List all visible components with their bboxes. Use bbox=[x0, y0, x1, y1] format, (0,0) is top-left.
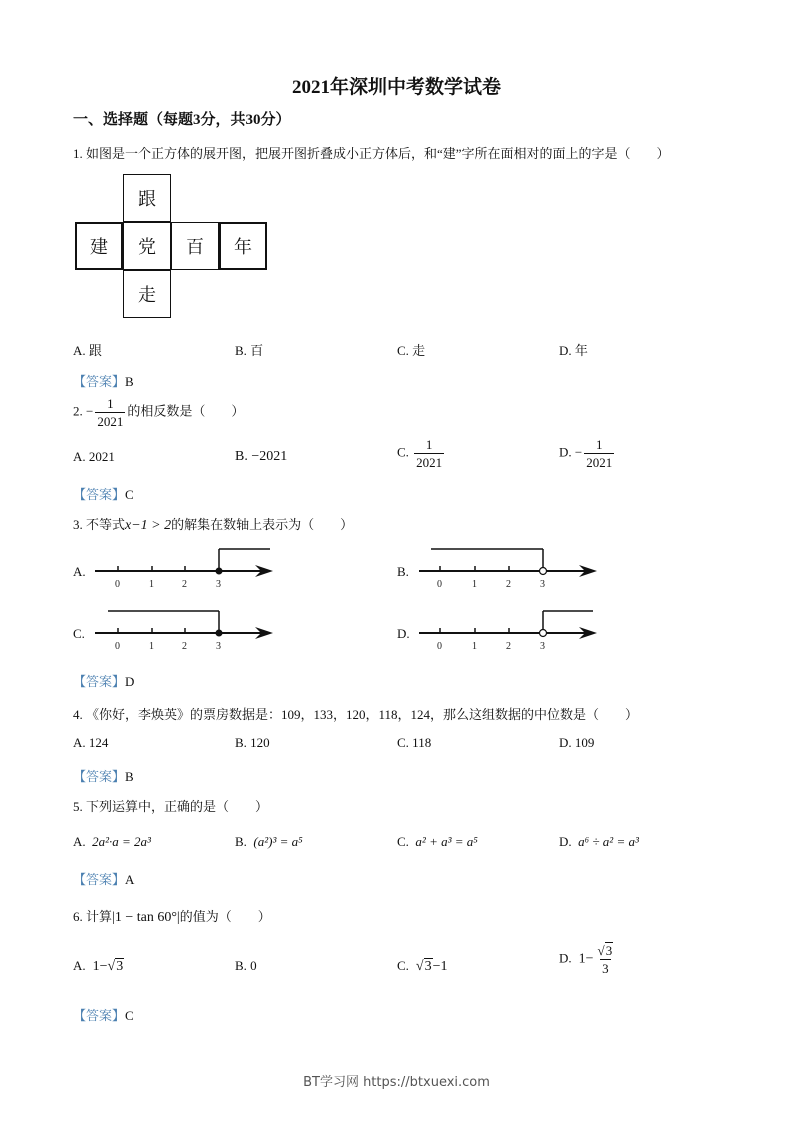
q5-answer: 【答案】A bbox=[73, 872, 135, 887]
q5-option-b: B. (a²)³ = a⁵ bbox=[235, 834, 303, 849]
q5-option-a: A. 2a²·a = 2a³ bbox=[73, 834, 151, 849]
svg-text:0: 0 bbox=[437, 641, 442, 652]
number-line-c bbox=[95, 607, 305, 657]
net-face-center: 党 bbox=[123, 222, 171, 270]
number-line-b bbox=[419, 545, 629, 595]
q2-option-b: B. −2021 bbox=[235, 449, 288, 464]
page-title: 2021年深圳中考数学试卷 bbox=[291, 77, 501, 98]
q1-option-d: D. 年 bbox=[559, 343, 588, 358]
number-line-d bbox=[419, 607, 629, 657]
q4-option-b: B. 120 bbox=[235, 735, 270, 750]
question-5: 5. 下列运算中，正确的是（ ） bbox=[73, 799, 269, 814]
q5-option-c: C. a² + a³ = a⁵ bbox=[397, 834, 478, 849]
svg-text:0: 0 bbox=[115, 579, 120, 590]
question-1 bbox=[73, 143, 670, 162]
question-stem: 如图是一个正方体的展开图，把展开图折叠成小正方体后，和“建”字所在面相对的面上的字是（ ） bbox=[86, 146, 670, 161]
svg-text:1: 1 bbox=[149, 641, 154, 652]
q2-option-d: D. − $\frac{1}{2021}$ bbox=[559, 437, 613, 470]
q2-option-c: C. $\frac{1}{2021}$ bbox=[397, 437, 443, 470]
q1-option-c: C. 走 bbox=[397, 343, 426, 358]
net-face-right2: 年 bbox=[219, 222, 267, 270]
question-number: 1. bbox=[73, 146, 83, 161]
footer-watermark: BT学习网 https://btxuexi.com bbox=[303, 1075, 490, 1090]
question-4: 4. 《你好，李焕英》的票房数据是：109，133，120，118，124，那么这组数据的中位数是（ ） bbox=[73, 707, 639, 722]
q4-option-d: D. 109 bbox=[559, 735, 595, 750]
svg-text:0: 0 bbox=[115, 641, 120, 652]
svg-text:0: 0 bbox=[437, 579, 442, 590]
q4-option-c: C. 118 bbox=[397, 735, 432, 750]
q1-option-a: A. 跟 bbox=[73, 343, 102, 358]
q2-answer: 【答案】C bbox=[73, 487, 134, 502]
q5-option-d: D. a⁶ ÷ a² = a³ bbox=[559, 834, 639, 849]
net-face-bottom: 走 bbox=[123, 270, 171, 318]
q1-answer: 【答案】B bbox=[73, 374, 134, 389]
svg-text:3: 3 bbox=[540, 579, 545, 590]
net-face-left: 建 bbox=[75, 222, 123, 270]
svg-text:2: 2 bbox=[506, 641, 511, 652]
number-line-a bbox=[95, 545, 305, 595]
svg-text:3: 3 bbox=[540, 641, 545, 652]
svg-text:1: 1 bbox=[472, 579, 477, 590]
svg-text:1: 1 bbox=[472, 641, 477, 652]
svg-text:1: 1 bbox=[149, 579, 154, 590]
q2-option-a: A. 2021 bbox=[73, 449, 115, 464]
question-3: 3. 不等式x−1 > 2的解集在数轴上表示为（ ） bbox=[73, 517, 354, 533]
cube-net-figure bbox=[75, 174, 269, 322]
svg-text:2: 2 bbox=[506, 579, 511, 590]
q6-option-d: D. 1− $\frac{√3}{3}$ bbox=[559, 943, 613, 976]
net-face-top: 跟 bbox=[123, 174, 171, 222]
q4-option-a: A. 124 bbox=[73, 735, 109, 750]
svg-text:2: 2 bbox=[182, 579, 187, 590]
q6-option-a: A. 1−√3 bbox=[73, 958, 124, 974]
svg-text:2: 2 bbox=[182, 641, 187, 652]
q6-option-c: C. √3−1 bbox=[397, 958, 448, 974]
q6-answer: 【答案】C bbox=[73, 1008, 134, 1023]
net-face-right1: 百 bbox=[171, 222, 219, 270]
question-2: 2. − $\frac{1}{2021}$ 的相反数是（ ） bbox=[73, 396, 245, 429]
q6-option-b: B. 0 bbox=[235, 958, 257, 973]
q1-option-b: B. 百 bbox=[235, 343, 264, 358]
q3-answer: 【答案】D bbox=[73, 674, 135, 689]
section-heading: 一、选择题（每题3分，共30分） bbox=[73, 112, 291, 128]
svg-text:3: 3 bbox=[216, 579, 221, 590]
question-6: 6. 计算|1 − tan 60°|的值为（ ） bbox=[73, 909, 271, 925]
svg-text:3: 3 bbox=[216, 641, 221, 652]
q4-answer: 【答案】B bbox=[73, 769, 134, 784]
